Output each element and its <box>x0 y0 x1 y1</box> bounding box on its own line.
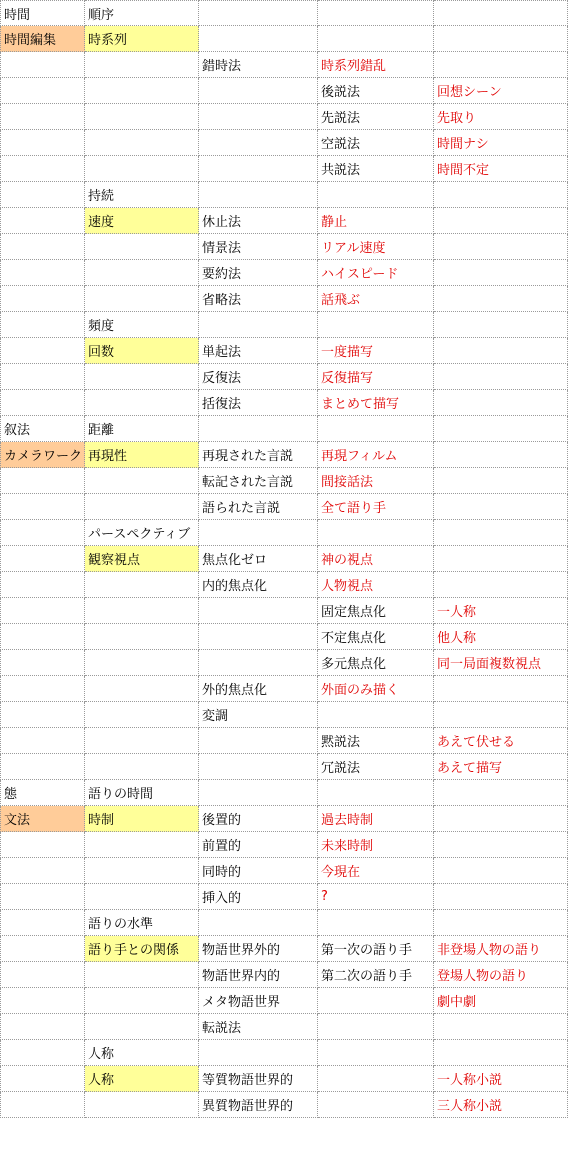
table-cell[interactable]: 時間不定 <box>434 156 568 182</box>
table-cell[interactable] <box>199 0 318 26</box>
table-cell[interactable]: 今現在 <box>318 858 434 884</box>
table-cell[interactable] <box>199 520 318 546</box>
table-cell[interactable] <box>0 312 85 338</box>
table-cell[interactable]: 回想シーン <box>434 78 568 104</box>
table-cell[interactable] <box>0 754 85 780</box>
table-cell[interactable] <box>434 884 568 910</box>
table-cell[interactable]: 省略法 <box>199 286 318 312</box>
table-cell[interactable] <box>199 1040 318 1066</box>
table-cell[interactable]: 間接話法 <box>318 468 434 494</box>
table-cell[interactable]: 頻度 <box>85 312 199 338</box>
table-cell[interactable]: 先説法 <box>318 104 434 130</box>
table-cell[interactable] <box>85 884 199 910</box>
table-cell[interactable]: パースペクティブ <box>85 520 199 546</box>
table-cell[interactable]: 反復描写 <box>318 364 434 390</box>
table-cell[interactable] <box>434 806 568 832</box>
table-row <box>0 520 568 546</box>
table-cell[interactable]: 語りの水準 <box>85 910 199 936</box>
table-row <box>0 182 568 208</box>
table-cell[interactable] <box>318 702 434 728</box>
table-cell[interactable] <box>199 182 318 208</box>
table-cell[interactable]: 非登場人物の語り <box>434 936 568 962</box>
table-cell[interactable] <box>199 624 318 650</box>
table-cell[interactable]: 括復法 <box>199 390 318 416</box>
table-cell[interactable]: 休止法 <box>199 208 318 234</box>
table-cell[interactable] <box>0 676 85 702</box>
table-row <box>0 754 568 780</box>
table-cell[interactable] <box>434 676 568 702</box>
table-cell[interactable]: 観察視点 <box>85 546 199 572</box>
table-cell[interactable]: 挿入的 <box>199 884 318 910</box>
table-cell[interactable] <box>0 52 85 78</box>
table-cell[interactable] <box>434 286 568 312</box>
table-cell[interactable] <box>434 546 568 572</box>
table-cell[interactable]: 一度描写 <box>318 338 434 364</box>
table-cell[interactable] <box>434 26 568 52</box>
table-row <box>0 156 568 182</box>
table-row <box>0 1014 568 1040</box>
table-cell[interactable] <box>85 52 199 78</box>
table-cell[interactable]: メタ物語世界 <box>199 988 318 1014</box>
table-cell[interactable]: 等質物語世界的 <box>199 1066 318 1092</box>
table-cell[interactable] <box>0 156 85 182</box>
table-cell[interactable] <box>318 182 434 208</box>
table-cell[interactable]: 人物視点 <box>318 572 434 598</box>
table-cell[interactable] <box>0 1066 85 1092</box>
table-cell[interactable]: 回数 <box>85 338 199 364</box>
table-cell[interactable]: 再現性 <box>85 442 199 468</box>
table-cell[interactable]: 距離 <box>85 416 199 442</box>
table-cell[interactable] <box>0 728 85 754</box>
table-row <box>0 130 568 156</box>
table-cell[interactable] <box>199 780 318 806</box>
table-cell[interactable]: 異質物語世界的 <box>199 1092 318 1118</box>
table-row <box>0 650 568 676</box>
table-cell[interactable] <box>0 910 85 936</box>
table-cell[interactable]: 外面のみ描く <box>318 676 434 702</box>
table-cell[interactable] <box>0 286 85 312</box>
table-cell[interactable]: 持続 <box>85 182 199 208</box>
table-cell[interactable] <box>0 338 85 364</box>
table-cell[interactable]: 語り手との関係 <box>85 936 199 962</box>
table-cell[interactable] <box>434 910 568 936</box>
table-cell[interactable] <box>85 598 199 624</box>
table-cell[interactable]: 固定焦点化 <box>318 598 434 624</box>
table-cell[interactable] <box>199 26 318 52</box>
table-row <box>0 494 568 520</box>
table-cell[interactable] <box>199 156 318 182</box>
table-row <box>0 546 568 572</box>
table-row <box>0 468 568 494</box>
table-row <box>0 208 568 234</box>
table-row <box>0 416 568 442</box>
table-cell[interactable] <box>0 468 85 494</box>
table-cell[interactable] <box>434 494 568 520</box>
table-row <box>0 702 568 728</box>
table-cell[interactable] <box>434 364 568 390</box>
table-cell[interactable] <box>0 572 85 598</box>
table-cell[interactable]: 時系列 <box>85 26 199 52</box>
table-cell[interactable] <box>0 182 85 208</box>
table-row <box>0 1040 568 1066</box>
table-cell[interactable] <box>0 598 85 624</box>
table-cell[interactable] <box>434 702 568 728</box>
table-cell[interactable] <box>0 390 85 416</box>
table-cell[interactable] <box>199 104 318 130</box>
table-cell[interactable] <box>0 832 85 858</box>
table-cell[interactable]: あえて伏せる <box>434 728 568 754</box>
table-cell[interactable]: 要約法 <box>199 260 318 286</box>
table-cell[interactable] <box>434 1040 568 1066</box>
table-cell[interactable] <box>434 234 568 260</box>
table-cell[interactable] <box>434 182 568 208</box>
table-cell[interactable]: あえて描写 <box>434 754 568 780</box>
table-cell[interactable] <box>85 260 199 286</box>
table-row <box>0 910 568 936</box>
table-row <box>0 338 568 364</box>
table-cell[interactable]: 空説法 <box>318 130 434 156</box>
table-cell[interactable]: 多元焦点化 <box>318 650 434 676</box>
table-cell[interactable] <box>434 208 568 234</box>
table-row <box>0 884 568 910</box>
table-cell[interactable] <box>199 130 318 156</box>
table-cell[interactable]: 共説法 <box>318 156 434 182</box>
table-cell[interactable] <box>0 936 85 962</box>
table-cell[interactable]: 後置的 <box>199 806 318 832</box>
table-cell[interactable]: 外的焦点化 <box>199 676 318 702</box>
table-cell[interactable] <box>85 78 199 104</box>
table-cell[interactable]: ハイスピード <box>318 260 434 286</box>
table-cell[interactable] <box>0 962 85 988</box>
table-cell[interactable] <box>318 1066 434 1092</box>
table-cell[interactable]: 時系列錯乱 <box>318 52 434 78</box>
table-cell[interactable]: 冗説法 <box>318 754 434 780</box>
table-cell[interactable] <box>199 598 318 624</box>
table-cell[interactable]: 語られた言説 <box>199 494 318 520</box>
table-row <box>0 390 568 416</box>
table-cell[interactable] <box>318 910 434 936</box>
table-cell[interactable]: 錯時法 <box>199 52 318 78</box>
table-cell[interactable]: 変調 <box>199 702 318 728</box>
table-cell[interactable] <box>85 156 199 182</box>
table-row <box>0 234 568 260</box>
table-cell[interactable]: 過去時制 <box>318 806 434 832</box>
table-cell[interactable] <box>0 234 85 260</box>
table-cell[interactable]: 不定焦点化 <box>318 624 434 650</box>
table-cell[interactable] <box>0 1092 85 1118</box>
table-cell[interactable] <box>199 312 318 338</box>
table-cell[interactable] <box>0 1014 85 1040</box>
table-cell[interactable] <box>85 390 199 416</box>
table-cell[interactable]: 文法 <box>0 806 85 832</box>
table-cell[interactable]: 転説法 <box>199 1014 318 1040</box>
table-cell[interactable]: 叙法 <box>0 416 85 442</box>
table-cell[interactable] <box>318 26 434 52</box>
table-cell[interactable] <box>434 390 568 416</box>
table-cell[interactable]: 情景法 <box>199 234 318 260</box>
table-cell[interactable] <box>318 416 434 442</box>
table-cell[interactable] <box>85 1014 199 1040</box>
table-cell[interactable] <box>199 754 318 780</box>
table-cell[interactable] <box>434 520 568 546</box>
table-cell[interactable]: カメラワーク <box>0 442 85 468</box>
table-cell[interactable]: 時間 <box>0 0 85 26</box>
table-cell[interactable] <box>85 286 199 312</box>
table-row <box>0 286 568 312</box>
table-cell[interactable] <box>0 78 85 104</box>
table-row <box>0 1092 568 1118</box>
table-cell[interactable]: 話飛ぶ <box>318 286 434 312</box>
table-cell[interactable]: ? <box>318 884 434 910</box>
table-row <box>0 52 568 78</box>
table-cell[interactable]: 黙説法 <box>318 728 434 754</box>
table-cell[interactable]: 速度 <box>85 208 199 234</box>
table-cell[interactable]: 物語世界外的 <box>199 936 318 962</box>
table-cell[interactable] <box>0 260 85 286</box>
table-cell[interactable] <box>434 832 568 858</box>
table-cell[interactable]: まとめて描写 <box>318 390 434 416</box>
table-cell[interactable]: 同時的 <box>199 858 318 884</box>
table-cell[interactable]: 一人称小説 <box>434 1066 568 1092</box>
table-cell[interactable]: 時間編集 <box>0 26 85 52</box>
table-row <box>0 572 568 598</box>
table-cell[interactable]: 神の視点 <box>318 546 434 572</box>
table-row <box>0 806 568 832</box>
table-cell[interactable] <box>0 546 85 572</box>
table-cell[interactable]: 三人称小説 <box>434 1092 568 1118</box>
table-cell[interactable]: 劇中劇 <box>434 988 568 1014</box>
table-cell[interactable] <box>434 1014 568 1040</box>
table-cell[interactable]: 先取り <box>434 104 568 130</box>
table-row <box>0 312 568 338</box>
table-cell[interactable]: 人称 <box>85 1040 199 1066</box>
table-cell[interactable] <box>0 858 85 884</box>
table-cell[interactable] <box>85 728 199 754</box>
table-cell[interactable] <box>85 962 199 988</box>
table-row <box>0 780 568 806</box>
table-cell[interactable]: 同一局面複数視点 <box>434 650 568 676</box>
table-row <box>0 676 568 702</box>
table-cell[interactable] <box>85 104 199 130</box>
table-cell[interactable]: 語りの時間 <box>85 780 199 806</box>
table-cell[interactable]: 単起法 <box>199 338 318 364</box>
table-cell[interactable]: 他人称 <box>434 624 568 650</box>
table-cell[interactable]: 後説法 <box>318 78 434 104</box>
table-row <box>0 104 568 130</box>
table-cell[interactable] <box>85 676 199 702</box>
table-cell[interactable]: 再現フィルム <box>318 442 434 468</box>
table-cell[interactable]: 静止 <box>318 208 434 234</box>
table-row <box>0 78 568 104</box>
table-cell[interactable] <box>85 754 199 780</box>
table-cell[interactable]: リアル速度 <box>318 234 434 260</box>
table-cell[interactable] <box>434 468 568 494</box>
table-cell[interactable]: 第一次の語り手 <box>318 936 434 962</box>
table-cell[interactable] <box>0 104 85 130</box>
table-row <box>0 364 568 390</box>
table-cell[interactable] <box>85 1092 199 1118</box>
table-row <box>0 858 568 884</box>
table-cell[interactable]: 前置的 <box>199 832 318 858</box>
table-cell[interactable] <box>85 858 199 884</box>
table-cell[interactable] <box>434 260 568 286</box>
table-cell[interactable]: 人称 <box>85 1066 199 1092</box>
table-cell[interactable] <box>85 234 199 260</box>
table-cell[interactable] <box>85 130 199 156</box>
table-cell[interactable] <box>0 208 85 234</box>
table-cell[interactable]: 順序 <box>85 0 199 26</box>
table-cell[interactable] <box>199 416 318 442</box>
table-cell[interactable] <box>85 702 199 728</box>
table-cell[interactable]: 態 <box>0 780 85 806</box>
table-cell[interactable]: 時間ナシ <box>434 130 568 156</box>
table-cell[interactable] <box>0 364 85 390</box>
table-cell[interactable] <box>0 884 85 910</box>
table-cell[interactable] <box>434 858 568 884</box>
table-cell[interactable] <box>318 1014 434 1040</box>
table-cell[interactable] <box>85 650 199 676</box>
table-row <box>0 0 568 26</box>
table-row <box>0 442 568 468</box>
table-cell[interactable] <box>434 442 568 468</box>
table-cell[interactable] <box>434 0 568 26</box>
table-cell[interactable] <box>0 650 85 676</box>
table-cell[interactable] <box>434 572 568 598</box>
table-cell[interactable] <box>434 416 568 442</box>
table-cell[interactable] <box>85 572 199 598</box>
table-cell[interactable] <box>0 520 85 546</box>
table-cell[interactable] <box>434 338 568 364</box>
table-row <box>0 598 568 624</box>
table-cell[interactable] <box>434 780 568 806</box>
table-cell[interactable] <box>199 78 318 104</box>
table-cell[interactable] <box>0 624 85 650</box>
table-row <box>0 728 568 754</box>
table-cell[interactable] <box>85 468 199 494</box>
table-cell[interactable] <box>0 130 85 156</box>
table-cell[interactable]: 転記された言説 <box>199 468 318 494</box>
table-cell[interactable]: 反復法 <box>199 364 318 390</box>
table-cell[interactable] <box>0 1040 85 1066</box>
table-cell[interactable]: 第二次の語り手 <box>318 962 434 988</box>
table-cell[interactable]: 全て語り手 <box>318 494 434 520</box>
table-cell[interactable] <box>85 988 199 1014</box>
table-row <box>0 988 568 1014</box>
table-cell[interactable] <box>318 520 434 546</box>
table-cell[interactable]: 再現された言説 <box>199 442 318 468</box>
table-cell[interactable] <box>318 0 434 26</box>
table-cell[interactable] <box>85 624 199 650</box>
table-cell[interactable] <box>85 364 199 390</box>
table-cell[interactable] <box>85 832 199 858</box>
table-row <box>0 624 568 650</box>
table-row <box>0 26 568 52</box>
table-cell[interactable] <box>199 728 318 754</box>
table-row <box>0 936 568 962</box>
table-cell[interactable]: 内的焦点化 <box>199 572 318 598</box>
table-cell[interactable] <box>0 702 85 728</box>
table-cell[interactable] <box>85 494 199 520</box>
table-cell[interactable] <box>0 494 85 520</box>
table-cell[interactable]: 時制 <box>85 806 199 832</box>
table-cell[interactable] <box>318 988 434 1014</box>
table-cell[interactable] <box>199 910 318 936</box>
table-cell[interactable] <box>0 988 85 1014</box>
table-row <box>0 260 568 286</box>
table-row <box>0 832 568 858</box>
table-cell[interactable]: 未来時制 <box>318 832 434 858</box>
table-cell[interactable]: 一人称 <box>434 598 568 624</box>
table-cell[interactable] <box>318 780 434 806</box>
table-cell[interactable]: 物語世界内的 <box>199 962 318 988</box>
table-cell[interactable] <box>318 1040 434 1066</box>
table-cell[interactable] <box>318 312 434 338</box>
table-row <box>0 962 568 988</box>
table-cell[interactable]: 焦点化ゼロ <box>199 546 318 572</box>
table-cell[interactable] <box>318 1092 434 1118</box>
table-row <box>0 1066 568 1092</box>
table-cell[interactable] <box>434 52 568 78</box>
table-cell[interactable] <box>434 312 568 338</box>
table-cell[interactable] <box>199 650 318 676</box>
table-cell[interactable]: 登場人物の語り <box>434 962 568 988</box>
